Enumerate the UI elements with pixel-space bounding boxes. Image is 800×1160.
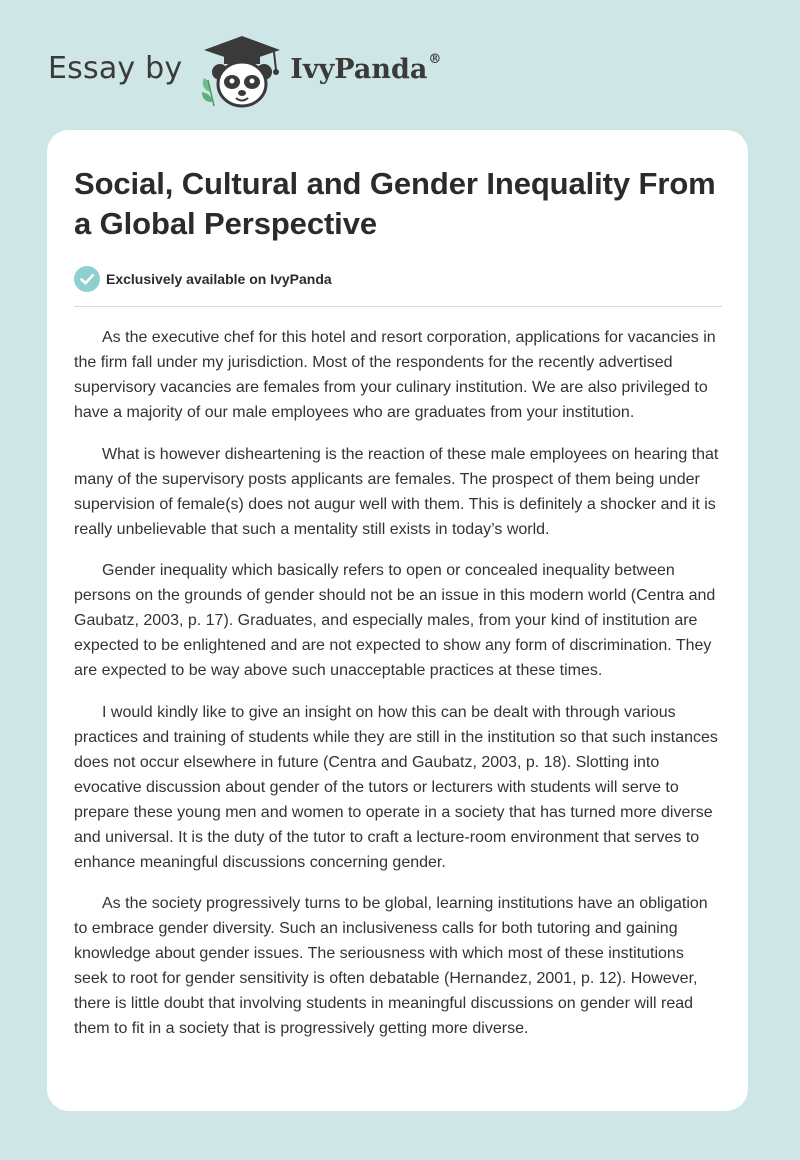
paragraph: I would kindly like to give an insight on how this can be dealt with through various practices and training of students while they are still in the institution so that such instances does not occur elsewhere in future (Centra and Gaubatz, 2003, p. 18). Slotting into evocative discussion about gender of the tutors or lecturers with students will serve to prepare these young men and women to operate in a society that has turned more diverse and universal. It is the duty of the tutor to craft a lecture-room environment that serves to enhance meaningful discussions concerning gender.	[74, 703, 718, 871]
paragraph: What is however disheartening is the reaction of these male employees on hearing that many of the supervisory posts applicants are females. The prospect of them being under supervision of female(s) does not augur well with them. This is definitely a shocker and it is really unbelievable that such a mentality still exists in today’s world.	[74, 445, 719, 538]
paragraph: As the society progressively turns to be global, learning institutions have an obligation to embrace gender diversity. Such an inclusiveness calls for both tutoring and gaining knowledge about gender issues. The seriousness with which most of these institutions seek to root for gender sensitivity is often debatable (Hernandez, 2001, p. 12). However, there is little doubt that involving students in meaningful discussions on gender will read them to fit in a society that is progressively getting more diverse.	[74, 895, 708, 1037]
essay-card	[47, 130, 748, 1111]
check-circle-icon	[74, 266, 100, 292]
paragraph: As the executive chef for this hotel and resort corporation, applications for vacancies in the firm fall under my jurisdiction. Most of the respondents for the recently advertised supervisory vacancies are females from your culinary institution. We are also privileged to have a majority of our male employees who are graduates from your institution.	[74, 329, 716, 421]
essay-title: Social, Cultural and Gender Inequality From a Global Perspective	[74, 166, 716, 241]
trademark-symbol: ®	[428, 51, 442, 67]
panda-graduation-cap-icon[interactable]	[196, 30, 288, 110]
paragraph: Gender inequality which basically refers to open or concealed inequality between persons on the grounds of gender should not be an issue in this modern world (Centra and Gaubatz, 2003, p. 17). Graduates, and especially males, from your kind of institution are expected to be enlightened and are not expected to show any form of discrimination. They are expected to be way above such unacceptable practices at these times.	[74, 562, 716, 679]
exclusive-badge	[74, 266, 722, 307]
exclusive-badge-text: Exclusively available on IvyPanda	[106, 271, 332, 287]
ivypanda-wordmark[interactable]	[290, 51, 442, 85]
essay-body	[74, 325, 722, 1041]
brand-name-text: IvyPanda	[290, 53, 428, 85]
essay-by-label: Essay by	[48, 50, 183, 86]
site-header	[48, 30, 441, 110]
